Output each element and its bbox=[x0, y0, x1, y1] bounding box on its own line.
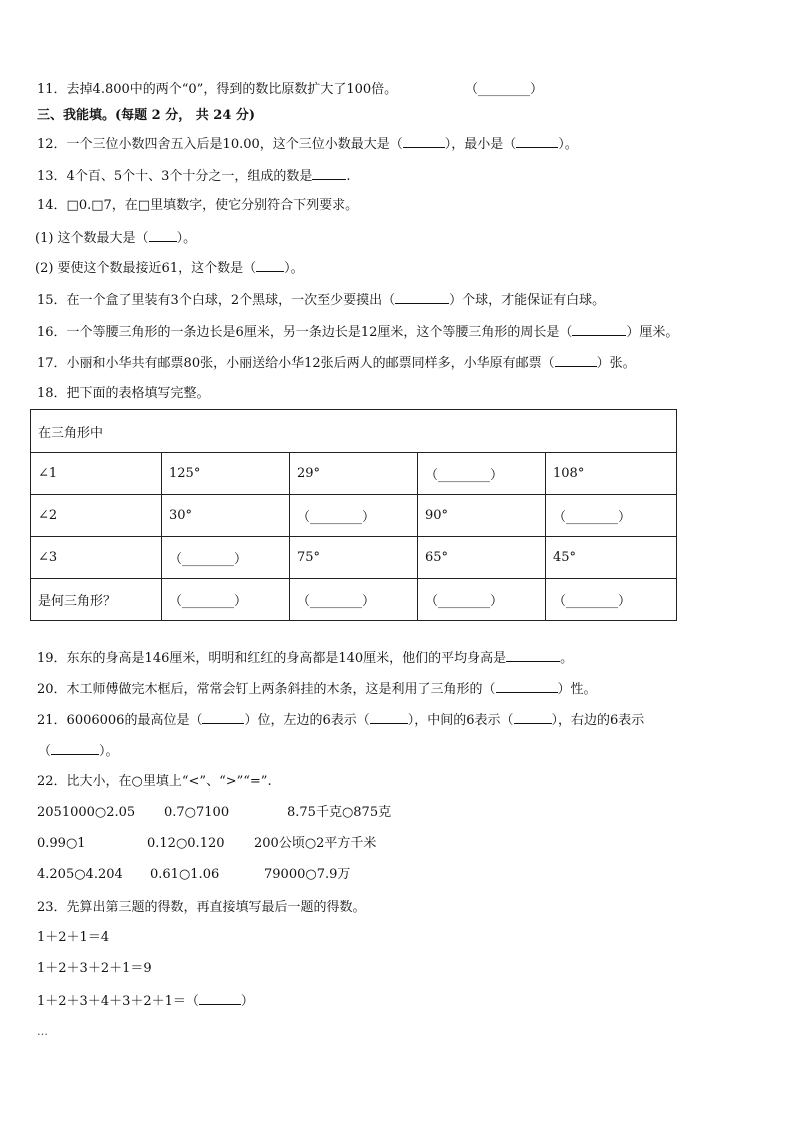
table-row bbox=[31, 537, 677, 579]
table-cell: 90° bbox=[418, 495, 546, 537]
question-15 bbox=[37, 291, 605, 309]
table-row bbox=[31, 453, 677, 495]
equation-3 bbox=[37, 992, 254, 1010]
table-row bbox=[31, 579, 677, 621]
question-12-min-blank[interactable] bbox=[516, 135, 558, 148]
table-cell-blank[interactable]: （________） bbox=[418, 453, 546, 495]
question-12-text-mid: ），最小是（ bbox=[444, 137, 517, 152]
question-21-place-blank[interactable] bbox=[202, 711, 244, 724]
row-label: 是何三角形？ bbox=[31, 579, 162, 621]
question-14-part-2-text-end: ）。 bbox=[284, 261, 304, 276]
table-cell-blank[interactable]: （________） bbox=[546, 579, 677, 621]
ellipsis: … bbox=[37, 1025, 48, 1038]
question-19-text-end: 。 bbox=[560, 651, 574, 666]
question-18: 18．把下面的表格填写完整。 bbox=[37, 386, 210, 401]
question-14-part-1-blank[interactable] bbox=[149, 229, 177, 242]
question-14-part-2-blank[interactable] bbox=[256, 259, 284, 272]
question-14-part-2 bbox=[35, 259, 304, 277]
question-14-part-1-text-end: ）。 bbox=[176, 231, 197, 246]
question-20-text-end: ）性。 bbox=[557, 682, 597, 697]
question-17 bbox=[37, 354, 636, 372]
table-cell: 29° bbox=[290, 453, 418, 495]
question-15-text: 15．在一个盒了里装有3个白球，2个黑球，一次至少要摸出（ bbox=[37, 293, 396, 308]
question-17-blank[interactable] bbox=[555, 354, 597, 367]
table-cell: 108° bbox=[546, 453, 677, 495]
question-21-continued-text: （ bbox=[38, 744, 52, 759]
table-header: 在三角形中 bbox=[31, 410, 677, 453]
question-20-text: 20．木工师傅做完木框后，常常会钉上两条斜挂的木条，这是利用了三角形的（ bbox=[37, 682, 496, 697]
table-cell-blank[interactable]: （________） bbox=[290, 579, 418, 621]
question-15-blank[interactable] bbox=[395, 291, 449, 304]
question-11 bbox=[37, 82, 544, 98]
question-19 bbox=[37, 649, 573, 667]
compare-item[interactable]: 0.99○1 bbox=[37, 836, 86, 851]
table-cell: 65° bbox=[418, 537, 546, 579]
question-22: 22．比大小，在○里填上“<”、“>”“=”. bbox=[37, 774, 272, 789]
triangle-angle-table bbox=[30, 409, 677, 621]
question-14-part-1-text: (1) 这个数最大是（ bbox=[35, 231, 149, 246]
question-11-answer-blank[interactable]: （________） bbox=[465, 82, 544, 97]
question-12-text-end: ）。 bbox=[558, 137, 578, 152]
question-17-text: 17．小丽和小华共有邮票80张，小丽送给小华12张后两人的邮票同样多，小华原有邮票（ bbox=[37, 356, 555, 371]
equation-3-text-end: ） bbox=[240, 994, 254, 1009]
question-14-part-1 bbox=[35, 229, 196, 247]
table-cell-blank[interactable]: （________） bbox=[162, 537, 290, 579]
compare-item[interactable]: 8.75千克○875克 bbox=[287, 805, 392, 820]
compare-item[interactable]: 2051000○2.05 bbox=[37, 805, 136, 820]
question-16-blank[interactable] bbox=[572, 323, 626, 336]
compare-item[interactable]: 0.12○0.120 bbox=[147, 836, 225, 851]
equation-3-blank[interactable] bbox=[199, 992, 241, 1005]
table-cell-blank[interactable]: （________） bbox=[546, 495, 677, 537]
row-label: ∠2 bbox=[31, 495, 162, 537]
equation-3-text: 1＋2＋3＋4＋3＋2＋1＝（ bbox=[37, 994, 199, 1009]
table-cell: 30° bbox=[162, 495, 290, 537]
section-3-heading: 三、我能填。(每题 2 分， 共 24 分) bbox=[37, 108, 256, 123]
equation-2: 1＋2＋3＋2＋1＝9 bbox=[37, 961, 152, 976]
table-cell: 125° bbox=[162, 453, 290, 495]
row-label: ∠1 bbox=[31, 453, 162, 495]
row-label: ∠3 bbox=[31, 537, 162, 579]
question-14: 14．□0.□7，在□里填数字，使它分别符合下列要求。 bbox=[37, 198, 359, 213]
question-21-text-3: ），中间的6表示（ bbox=[407, 713, 514, 728]
question-17-text-end: ）张。 bbox=[596, 356, 636, 371]
question-23: 23．先算出第三题的得数，再直接填写最后一题的得数。 bbox=[37, 900, 366, 915]
question-15-text-end: ）个球，才能保证有白球。 bbox=[449, 293, 606, 308]
question-20 bbox=[37, 680, 597, 698]
question-12-text: 12．一个三位小数四舍五入后是10.00，这个三位小数最大是（ bbox=[37, 137, 403, 152]
question-21-continued bbox=[38, 742, 119, 760]
table-cell-blank[interactable]: （________） bbox=[418, 579, 546, 621]
compare-item[interactable]: 79000○7.9万 bbox=[264, 867, 351, 882]
question-21-text-4: ），右边的6表示 bbox=[551, 713, 645, 728]
equation-1: 1＋2＋1＝4 bbox=[37, 930, 110, 945]
table-row bbox=[31, 495, 677, 537]
compare-item[interactable]: 4.205○4.204 bbox=[37, 867, 123, 882]
question-13-blank[interactable] bbox=[312, 167, 346, 180]
compare-item[interactable]: 200公顷○2平方千米 bbox=[254, 836, 377, 851]
compare-item[interactable]: 0.7○7100 bbox=[164, 805, 230, 820]
question-14-part-2-text: (2) 要使这个数最接近61，这个数是（ bbox=[35, 261, 257, 276]
question-16-text-end: ）厘米。 bbox=[626, 325, 679, 340]
question-19-text: 19．东东的身高是146厘米，明明和红红的身高都是140厘米，他们的平均身高是 bbox=[37, 651, 507, 666]
question-11-text: 11．去掉4.800中的两个“0”，得到的数比原数扩大了100倍。 bbox=[37, 82, 398, 97]
table-cell: 75° bbox=[290, 537, 418, 579]
question-13 bbox=[37, 167, 351, 185]
question-12 bbox=[37, 135, 578, 153]
question-12-max-blank[interactable] bbox=[403, 135, 445, 148]
question-16-text: 16．一个等腰三角形的一条边长是6厘米，另一条边长是12厘米，这个等腰三角形的周长是（ bbox=[37, 325, 573, 340]
question-21-text: 21．6006006的最高位是（ bbox=[37, 713, 203, 728]
table-cell: 45° bbox=[546, 537, 677, 579]
question-16 bbox=[37, 323, 678, 341]
question-21-text-2: ）位，左边的6表示（ bbox=[244, 713, 370, 728]
question-21-left-blank[interactable] bbox=[370, 711, 408, 724]
question-20-blank[interactable] bbox=[496, 680, 558, 693]
table-cell-blank[interactable]: （________） bbox=[162, 579, 290, 621]
question-21-right-blank[interactable] bbox=[51, 742, 99, 755]
question-21-continued-text-end: ）。 bbox=[99, 744, 119, 759]
question-19-blank[interactable] bbox=[506, 649, 560, 662]
compare-item[interactable]: 0.61○1.06 bbox=[150, 867, 220, 882]
table-cell-blank[interactable]: （________） bbox=[290, 495, 418, 537]
question-13-text: 13．4个百、5个十、3个十分之一，组成的数是 bbox=[37, 169, 313, 184]
question-21 bbox=[37, 711, 644, 729]
question-21-middle-blank[interactable] bbox=[514, 711, 552, 724]
question-13-text-end: . bbox=[346, 169, 351, 184]
